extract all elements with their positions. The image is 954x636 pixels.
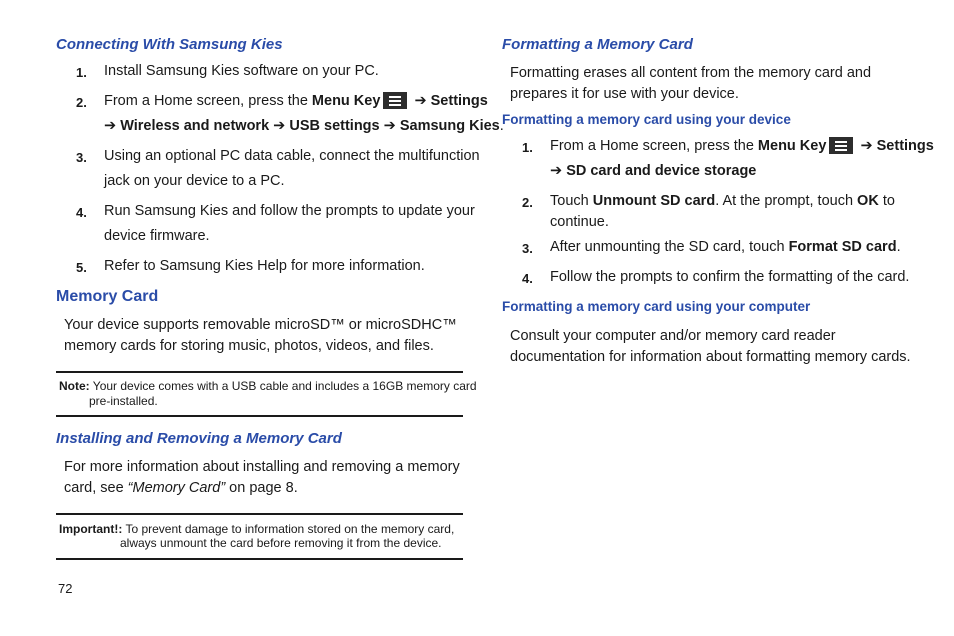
- step-text-part: . At the prompt, touch: [715, 193, 858, 209]
- section-heading-installing: Installing and Removing a Memory Card: [56, 430, 342, 447]
- note-box: [59, 379, 477, 394]
- step-text: [550, 191, 895, 212]
- formatting-text-line2: prepares it for use with your device.: [510, 86, 739, 102]
- format-sd-label: Format SD card: [788, 239, 897, 255]
- step-number: 2.: [522, 195, 533, 210]
- step-text: [550, 235, 901, 260]
- step-text-line2: jack on your device to a PC.: [104, 173, 285, 189]
- installing-text-part: on page 8.: [225, 480, 298, 496]
- step-number: 1.: [522, 140, 533, 155]
- important-label: Important!:: [59, 522, 123, 536]
- arrow-icon: ➔: [273, 118, 286, 134]
- settings-label: Settings: [876, 138, 934, 154]
- step-text-part: From a Home screen, press the: [104, 93, 308, 109]
- step-text: Follow the prompts to confirm the formatting of the card.: [550, 269, 910, 285]
- note-top-rule: [56, 371, 463, 373]
- subheading-using-computer: Formatting a memory card using your computer: [502, 299, 811, 314]
- arrow-icon: ➔: [383, 118, 396, 134]
- step-number: 2.: [76, 95, 87, 110]
- step-text-part: From a Home screen, press the: [550, 138, 754, 154]
- step-number: 3.: [522, 241, 533, 256]
- using-computer-text-line2: documentation for information about formatting memory cards.: [510, 349, 911, 365]
- note-bottom-rule: [56, 415, 463, 417]
- subheading-using-device: Formatting a memory card using your device: [502, 112, 791, 127]
- menu-key-icon: [383, 92, 407, 109]
- note-label: Note:: [59, 379, 90, 393]
- arrow-icon: ➔: [104, 118, 117, 134]
- section-heading-formatting: Formatting a Memory Card: [502, 36, 693, 53]
- arrow-icon: ➔: [550, 163, 563, 179]
- step-number: 5.: [76, 260, 87, 275]
- sd-card-storage-label: SD card and device storage: [566, 163, 757, 179]
- memory-card-link[interactable]: “Memory Card”: [127, 480, 226, 496]
- wireless-label: Wireless and network: [120, 118, 270, 134]
- step-text: [104, 89, 488, 114]
- step-number: 3.: [76, 150, 87, 165]
- samsung-kies-label: Samsung Kies: [399, 118, 500, 134]
- arrow-icon: ➔: [414, 93, 427, 109]
- step-number: 4.: [76, 205, 87, 220]
- important-top-rule: [56, 513, 463, 515]
- step-text-line2: [104, 114, 504, 139]
- using-computer-text: Consult your computer and/or memory card reader: [510, 328, 836, 344]
- section-heading-connecting-kies: Connecting With Samsung Kies: [56, 36, 283, 53]
- installing-text-line2: [64, 478, 298, 499]
- important-bottom-rule: [56, 558, 463, 560]
- step-number: 1.: [76, 65, 87, 80]
- menu-key-label: Menu Key: [757, 138, 827, 154]
- period: .: [499, 118, 504, 134]
- installing-text: For more information about installing and removing a memory: [64, 459, 460, 475]
- step-text-line2: [550, 159, 756, 184]
- arrow-icon: ➔: [860, 138, 873, 154]
- important-text: To prevent damage to information stored on the memory card,: [125, 522, 455, 536]
- step-number: 4.: [522, 271, 533, 286]
- memory-card-text-line2: memory cards for storing music, photos, videos, and files.: [64, 338, 434, 354]
- step-text-part: to: [878, 193, 895, 209]
- step-text: Using an optional PC data cable, connect the multifunction: [104, 148, 480, 164]
- step-text-line2: continue.: [550, 214, 609, 230]
- menu-key-label: Menu Key: [311, 93, 381, 109]
- section-heading-memory-card: Memory Card: [56, 288, 159, 305]
- page-number: 72: [58, 581, 73, 596]
- step-text: Install Samsung Kies software on your PC.: [104, 63, 379, 79]
- step-text-part: After unmounting the SD card, touch: [550, 239, 789, 255]
- step-text-line2: device firmware.: [104, 228, 210, 244]
- important-box: [59, 522, 454, 537]
- period: .: [896, 239, 901, 255]
- unmount-label: Unmount SD card: [592, 193, 716, 209]
- step-text-part: Touch: [550, 193, 593, 209]
- usb-settings-label: USB settings: [289, 118, 380, 134]
- note-text: Your device comes with a USB cable and includes a 16GB memory card: [92, 379, 477, 393]
- step-text: Refer to Samsung Kies Help for more information.: [104, 258, 425, 274]
- important-text-line2: always unmount the card before removing it from the device.: [120, 536, 442, 550]
- menu-key-icon: [829, 137, 853, 154]
- step-text: Run Samsung Kies and follow the prompts to update your: [104, 203, 475, 219]
- note-text-line2: pre-installed.: [89, 394, 158, 408]
- settings-label: Settings: [430, 93, 488, 109]
- memory-card-text: Your device supports removable microSD™ or microSDHC™: [64, 317, 457, 333]
- step-text: [550, 134, 934, 159]
- formatting-text: Formatting erases all content from the memory card and: [510, 65, 872, 81]
- installing-text-part: card, see: [64, 480, 128, 496]
- ok-label: OK: [857, 193, 879, 209]
